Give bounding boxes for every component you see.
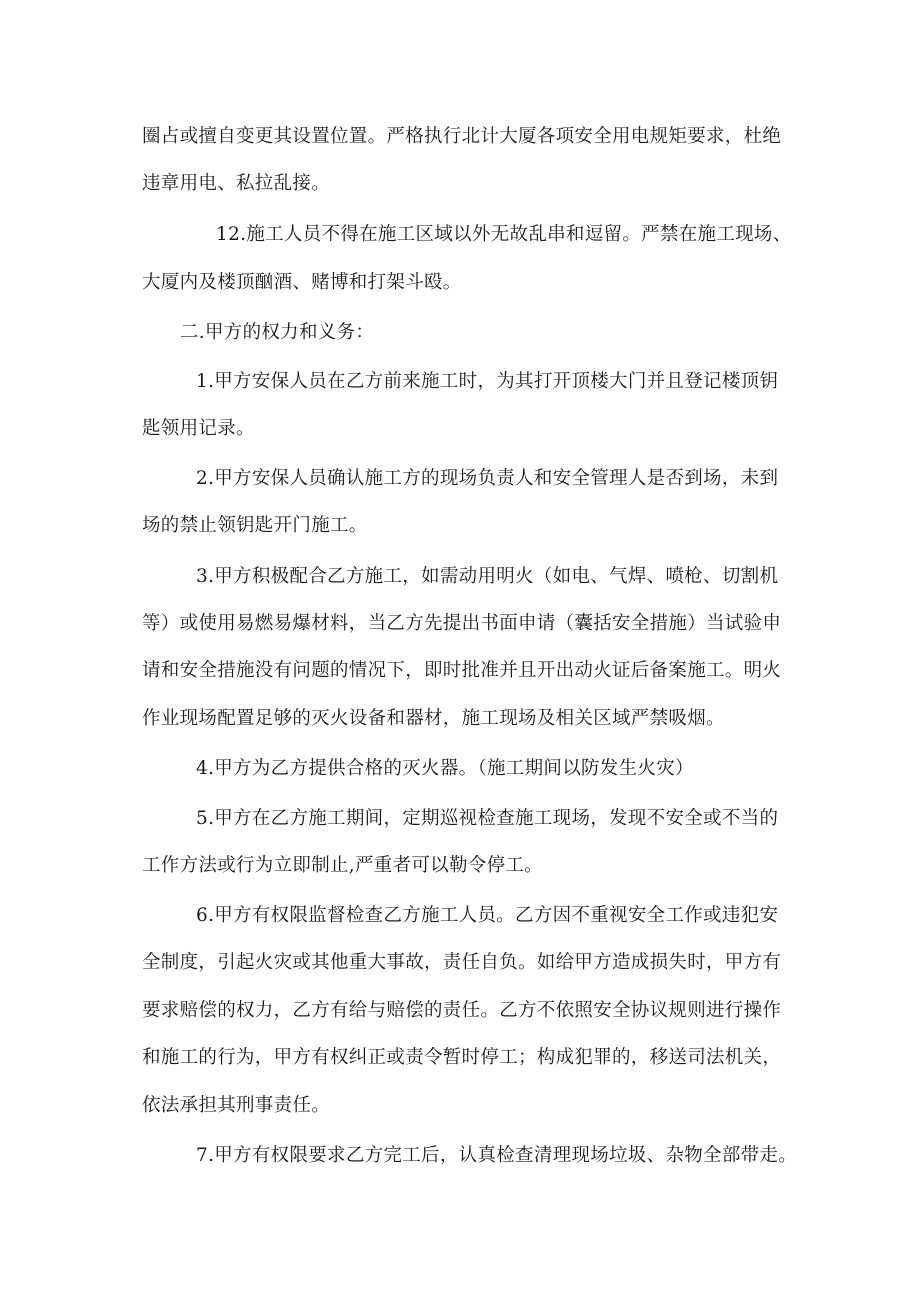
text-line: 7.甲方有权限要求乙方完工后，认真检查清理现场垃圾、杂物全部带走。 [196, 1145, 798, 1166]
text-line: 作业现场配置足够的灭火设备和器材，施工现场及相关区域严禁吸烟。 [142, 708, 725, 729]
section-heading: 二.甲方的权力和义务： [180, 322, 375, 343]
text-line: 场的禁止领钥匙开门施工。 [142, 515, 368, 536]
text-line: 圈占或擅自变更其设置位置。严格执行北计大厦各项安全用电规矩要求，杜绝 [142, 126, 782, 147]
text-line: 匙领用记录。 [142, 418, 255, 439]
text-line: 4.甲方为乙方提供合格的灭火器。（施工期间以防发生火灾） [196, 758, 694, 779]
text-line: 全制度，引起火灾或其他重大事故，责任自负。如给甲方造成损失时，甲方有 [142, 952, 782, 973]
text-line: 工作方法或行为立即制止,严重者可以勒令停工。 [142, 855, 543, 876]
text-line: 请和安全措施没有问题的情况下，即时批准并且开出动火证后备案施工。明火 [142, 660, 782, 681]
text-line: 1.甲方安保人员在乙方前来施工时，为其打开顶楼大门并且登记楼顶钥 [196, 371, 779, 392]
text-line: 2.甲方安保人员确认施工方的现场负责人和安全管理人是否到场，未到 [196, 468, 779, 489]
text-line: 12.施工人员不得在施工区域以外无故乱串和逗留。严禁在施工现场、 [216, 224, 792, 245]
text-line: 要求赔偿的权力，乙方有给与赔偿的责任。乙方不依照安全协议规则进行操作 [142, 1000, 782, 1021]
text-line: 大厦内及楼顶酗酒、赌博和打架斗殴。 [142, 272, 462, 293]
text-line: 依法承担其刑事责任。 [142, 1095, 331, 1116]
text-line: 违章用电、私拉乱接。 [142, 173, 331, 194]
text-line: 5.甲方在乙方施工期间，定期巡视检查施工现场，发现不安全或不当的 [196, 808, 779, 829]
text-line: 等）或使用易燃易爆材料，当乙方先提出书面申请（囊括安全措施）当试验申 [142, 613, 782, 634]
text-line: 6.甲方有权限监督检查乙方施工人员。乙方因不重视安全工作或违犯安 [196, 905, 779, 926]
text-line: 和施工的行为，甲方有权纠正或责令暂时停工；构成犯罪的，移送司法机关， [142, 1047, 782, 1068]
text-line: 3.甲方积极配合乙方施工，如需动用明火（如电、气焊、喷枪、切割机 [196, 566, 779, 587]
